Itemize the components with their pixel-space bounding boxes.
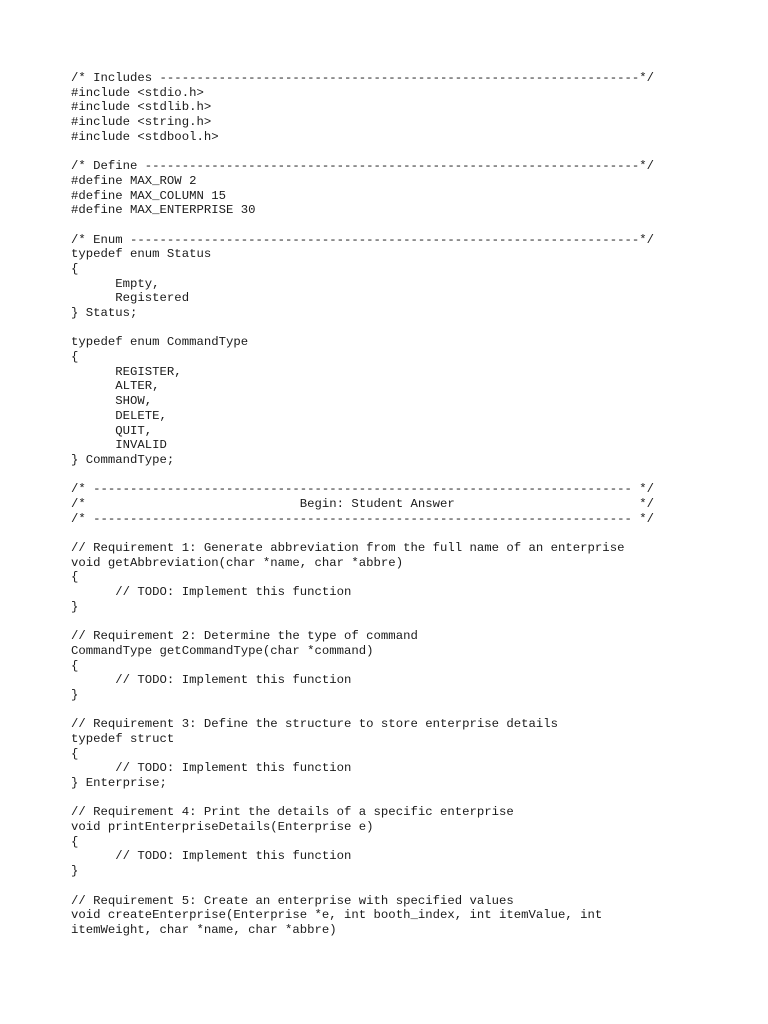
- code-line: {: [71, 350, 79, 365]
- code-line: [71, 218, 751, 233]
- code-line: [71, 468, 751, 483]
- code-line: [71, 526, 751, 541]
- code-line: /* Enum ---------------------------------------------------------------------*/: [71, 232, 654, 247]
- code-line: // Requirement 5: Create an enterprise with specified values: [71, 893, 514, 908]
- code-line: [71, 703, 751, 718]
- code-line: [71, 321, 751, 336]
- code-line: #include <stdbool.h>: [71, 129, 219, 144]
- code-line: // Requirement 3: Define the structure to store enterprise details: [71, 717, 559, 732]
- code-line: SHOW,: [71, 394, 153, 409]
- code-line: {: [71, 834, 79, 849]
- code-line: // Requirement 4: Print the details of a specific enterprise: [71, 805, 514, 820]
- code-line: DELETE,: [71, 408, 167, 423]
- code-line: [71, 791, 751, 806]
- code-line: }: [71, 599, 79, 614]
- code-line: // TODO: Implement this function: [71, 849, 352, 864]
- code-line: itemWeight, char *name, char *abbre): [71, 922, 337, 937]
- code-line: QUIT,: [71, 423, 153, 438]
- code-line: /* ------------------------------------------------------------------------- */: [71, 511, 654, 526]
- code-line: void createEnterprise(Enterprise *e, int booth_index, int itemValue, int: [71, 908, 603, 923]
- code-line: CommandType getCommandType(char *command): [71, 643, 374, 658]
- code-line: /* Begin: Student Answer */: [71, 496, 654, 511]
- code-line: typedef enum CommandType: [71, 335, 249, 350]
- code-line: typedef struct: [71, 731, 175, 746]
- code-line: #include <stdlib.h>: [71, 100, 212, 115]
- code-line: #include <string.h>: [71, 115, 212, 130]
- code-line: typedef enum Status: [71, 247, 212, 262]
- code-line: // TODO: Implement this function: [71, 673, 352, 688]
- code-line: /* ------------------------------------------------------------------------- */: [71, 482, 654, 497]
- code-line: /* Define -------------------------------------------------------------------*/: [71, 159, 654, 174]
- code-line: [71, 614, 751, 629]
- code-line: // TODO: Implement this function: [71, 585, 352, 600]
- code-line: {: [71, 261, 79, 276]
- code-line: // Requirement 1: Generate abbreviation from the full name of an enterprise: [71, 541, 625, 555]
- code-line: {: [71, 658, 79, 673]
- code-line: [71, 879, 751, 894]
- code-line: #define MAX_ROW 2: [71, 173, 197, 188]
- code-line: void getAbbreviation(char *name, char *abbre): [71, 555, 404, 570]
- code-line: REGISTER,: [71, 364, 182, 379]
- code-line: // Requirement 2: Determine the type of command: [71, 629, 418, 644]
- code-line: Empty,: [71, 276, 160, 291]
- code-line: // TODO: Implement this function: [71, 761, 352, 776]
- code-line: Registered: [71, 291, 190, 306]
- code-line: {: [71, 570, 79, 585]
- code-line: }: [71, 687, 79, 702]
- code-line: {: [71, 746, 79, 761]
- code-line: INVALID: [71, 438, 167, 453]
- code-line: } CommandType;: [71, 452, 175, 467]
- code-line: [71, 144, 751, 159]
- code-line: void printEnterpriseDetails(Enterprise e): [71, 820, 374, 835]
- code-line: }: [71, 864, 79, 879]
- code-line: } Enterprise;: [71, 776, 167, 790]
- code-line: #define MAX_ENTERPRISE 30: [71, 203, 256, 218]
- code-line: /* Includes -----------------------------------------------------------------*/: [71, 71, 654, 85]
- code-line: #define MAX_COLUMN 15: [71, 188, 226, 203]
- code-line: ALTER,: [71, 379, 160, 394]
- code-line: #include <stdio.h>: [71, 85, 204, 100]
- code-listing: [71, 71, 751, 938]
- code-line: } Status;: [71, 306, 138, 320]
